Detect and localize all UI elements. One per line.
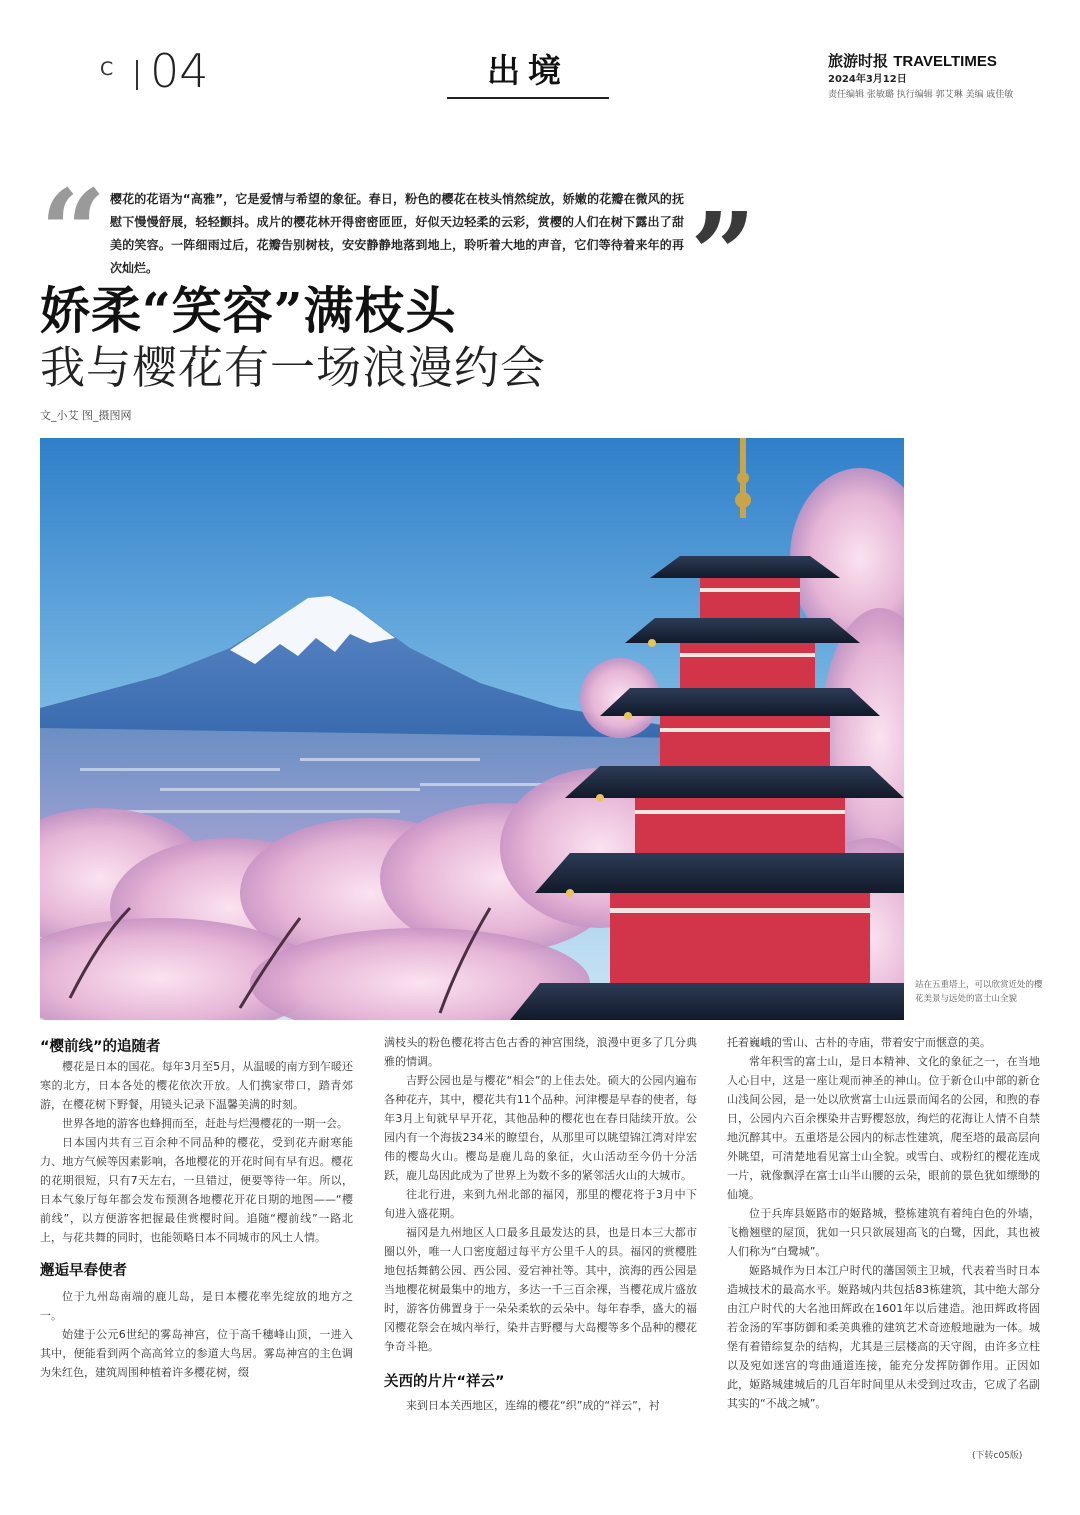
paragraph: 始建于公元6世纪的雾岛神宫，位于高千穗峰山顶，一进入其中，便能看到两个高高耸立的参道大鸟居。雾岛神宫的主色调为朱红色，建筑周围种植着许多樱花树，缀 (40, 1328, 353, 1379)
subhead-sakura-front: “樱前线”的追随者 (40, 1039, 161, 1055)
paragraph: 来到日本关西地区，连绵的樱花“织”成的“祥云”，衬 (406, 1399, 660, 1412)
paragraph: 满枝头的粉色樱花将古色古香的神宫围绕，浪漫中更多了几分典雅的情调。 (384, 1036, 697, 1068)
subhead-kansai: 关西的片片“祥云” (384, 1374, 505, 1390)
paragraph: 吉野公园也是与樱花“相会”的上佳去处。硕大的公园内遍布各种花卉，其中，樱花共有11个品种。河津樱是早春的使者，每年3月上旬就早早开花，其他品种的樱花也在春日陆续开放。公园内有一个海拔234米的瞭望台，从那里可以眺望锦江湾对岸宏伟的樱岛火山。樱岛是鹿儿岛的象征，火山活动至今仍十分活跃，鹿儿岛因此成为了世界上为数不多的紧邻活火山的大城市。 (384, 1074, 697, 1182)
paragraph: 日本国内共有三百余种不同品种的樱花，受到花卉耐寒能力、地方气候等因素影响，各地樱花的开花时间有早有迟。樱花的花期很短，只有7天左右，一旦错过，便要等待一年。所以，日本气象厅每年都会发布预测各地樱花开花日期的地图——“樱前线”，以方便游客把握最佳赏樱时间。追随“樱前线”一路北上，与花共舞的同时，也能领略日本不同城市的风土人情。 (40, 1136, 353, 1244)
subhead-early-spring: 邂逅早春使者 (40, 1263, 127, 1279)
article-column-1 (40, 1037, 353, 1382)
publication-date: 2024年3月12日 (828, 74, 907, 85)
paragraph: 姬路城作为日本江户时代的藩国领主卫城，代表着当时日本造城技术的最高水平。姬路城内共包括83栋建筑，其中绝大部分由江户时代的大名池田辉政在1601年以后建造。池田辉政将固若金汤的军事防御和柔美典雅的建筑艺术奇迹般地融为一体。城堡有着错综复杂的结构，尤其是三层楼高的天守阁，由许多立柱以及宛如迷宫的弯曲通道连接，能充分发挥防御作用。正因如此，姬路城建城后的几百年时间里从未受到过攻击，它成了名副其实的“不战之城”。 (727, 1264, 1040, 1410)
continued-note: (下转c05版) (972, 1451, 1023, 1461)
section-code: C (100, 58, 116, 80)
editor-credits: 责任编辑 张敏璐 执行编辑 郭艾琳 美编 戚佳敏 (828, 90, 1014, 100)
paragraph: 福冈是九州地区人口最多且最发达的县，也是日本三大都市圈以外，唯一人口密度超过每平方公里千人的县。福冈的赏樱胜地包括舞鹤公园、西公园、爱宕神社等。其中，滨海的西公园是当地樱花树最集中的地方，多达一千三百余裸，当樱花成片盛放时，游客仿佛置身于一朵朵柔软的云朵中。每年春季，盛大的福冈樱花祭会在城内举行，染井吉野樱与大岛樱等多个品种的樱花争奇斗艳。 (384, 1226, 697, 1353)
masthead-en: TRAVELTIMES (893, 53, 997, 70)
paragraph: 往北行进，来到九州北部的福冈，那里的樱花将于3月中下旬进入盛花期。 (384, 1188, 697, 1220)
pull-quote-text: 樱花的花语为“高雅”，它是爱情与希望的象征。春日，粉色的樱花在枝头悄然绽放，娇嫩的花瓣在微风的抚慰下慢慢舒展，轻轻颤抖。成片的樱花林开得密密匝匝，好似天边轻柔的云彩，赏樱的人们在树下露出了甜美的笑容。一阵细雨过后，花瓣告别树枝，安安静静地落到地上，聆听着大地的声音，它们等待着来年的再次灿烂。 (110, 192, 684, 275)
paragraph: 托着巍峨的雪山、古朴的寺庙，带着安宁而惬意的美。 (727, 1036, 991, 1049)
masthead-cn: 旅游时报 (828, 52, 889, 70)
byline: 文_小艾 图_摄图网 (40, 409, 132, 422)
section-title-rule (447, 97, 609, 99)
page-number: 04 (150, 44, 209, 98)
paragraph: 世界各地的游客也蜂拥而至，赶赴与烂漫樱花的一期一会。 (62, 1117, 348, 1130)
headline-main: 娇柔“笑容”满枝头 (40, 281, 457, 340)
feature-photo (40, 438, 904, 1020)
headline-sub: 我与樱花有一场浪漫约会 (40, 341, 547, 394)
open-quote-icon: “ (40, 165, 107, 300)
paragraph: 樱花是日本的国花。每年3月至5月，从温暖的南方到乍暖还寒的北方，日本各处的樱花依次开放。人们携家带口，踏青郊游，在樱花树下野餐，用镜头记录下温馨美满的时刻。 (40, 1060, 353, 1111)
photo-caption: 站在五重塔上，可以欣赏近处的樱花美景与远处的富士山全貌 (915, 980, 1043, 1004)
mount-fuji-pagoda-cherry-blossom-photo (40, 438, 904, 1020)
section-divider (136, 60, 138, 90)
article-column-2 (384, 1033, 697, 1415)
paragraph: 位于兵库县姬路市的姬路城，整栋建筑有着纯白色的外墙，飞檐翘壁的屋顶，犹如一只只欲展翅高飞的白鹭，因此，其也被人们称为“白鹭城”。 (727, 1207, 1040, 1258)
article-column-3 (727, 1033, 1040, 1413)
paragraph: 位于九州岛南端的鹿儿岛，是日本樱花率先绽放的地方之一。 (40, 1290, 353, 1322)
section-title: 出境 (487, 51, 569, 90)
masthead (828, 50, 997, 71)
close-quote-icon: ” (690, 188, 757, 323)
paragraph: 常年积雪的富士山，是日本精神、文化的象征之一，在当地人心目中，这是一座让观而神圣的神山。位于新仓山中部的新仓山浅间公园，是一处以欣赏富士山远景而闻名的公园，和煦的春日，公园内六百余棵染井吉野樱怒放，绚烂的花海让人情不自禁地沉醉其中。五重塔是公园内的标志性建筑，爬至塔的最高层向外眺望，可清楚地看见富士山全貌。或雪白、或粉红的樱花连成一片，就像飘浮在富士山半山腰的云朵，眼前的景色犹如缥缈的仙境。 (727, 1055, 1040, 1201)
